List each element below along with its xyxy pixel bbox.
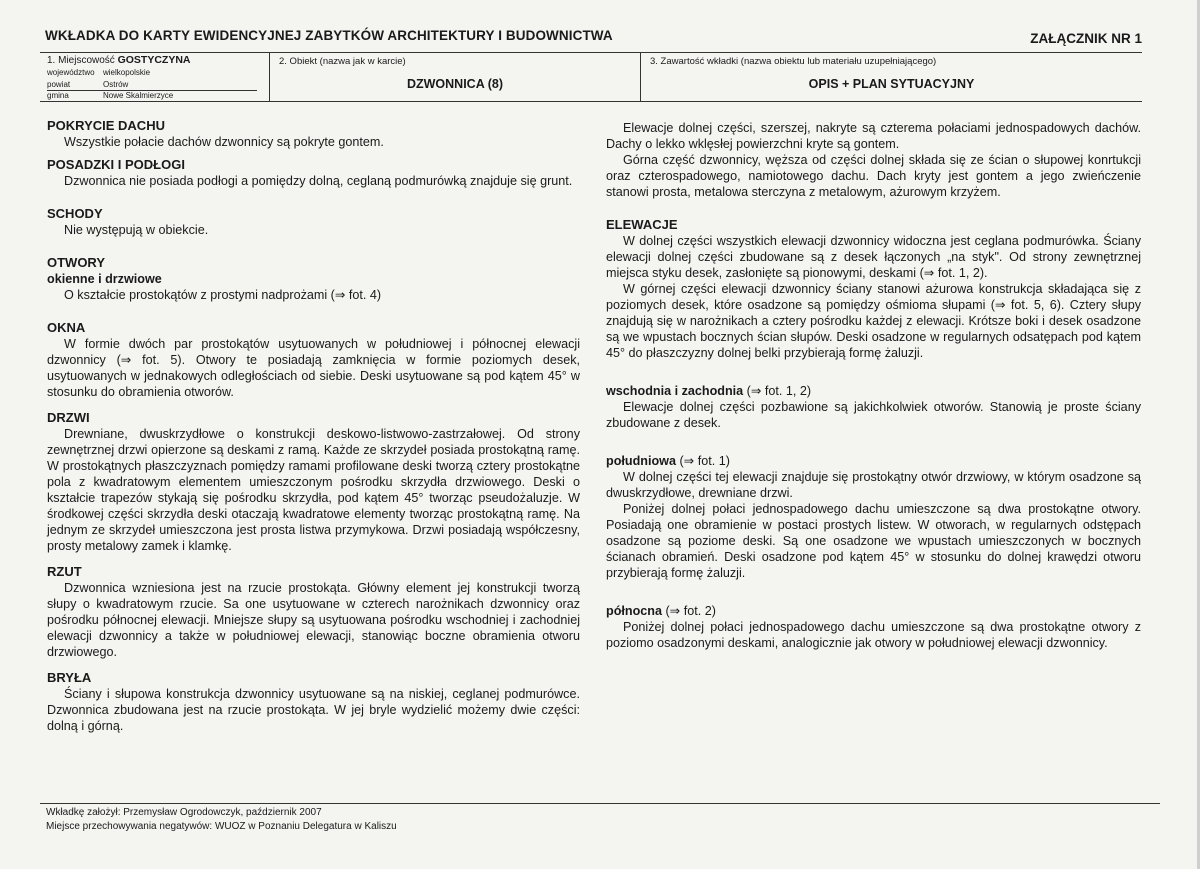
locality-label: 1. Miejscowość: [47, 55, 115, 66]
south-ref: (⇒ fot. 1): [675, 454, 730, 468]
content-label: 3. Zawartość wkładki (nazwa obiektu lub materiału uzupełniającego): [650, 56, 937, 67]
windows-text: W formie dwóch par prostokątów usytuowanych w południowej i północnej elewacji dzwonnicy (⇒ fot. 5). Otwory te posiadają zamknięcia w formie poziomych desek, usytuowanych w jednakowych odległościach od siebie. Deski usytuowane są pod kątem 45° w stosunku do obramienia otworów.: [47, 337, 580, 399]
county-row: [47, 80, 257, 91]
commune-label: gmina: [47, 91, 69, 100]
floor-text: Dzwonnica nie posiada podłogi a pomiędzy dolną, ceglaną podmurówką znajduje się grunt.: [64, 174, 573, 188]
north-subheading: [606, 603, 1141, 619]
doors-text: Drewniane, dwuskrzydłowe o konstrukcji deskowo-listwowo-zastrzałowej. Od strony zewnętrznej drzwi opierzone są deskami z ramą. Każde ze skrzydeł posiada prostokątną ramę. W prostokątnych płaszczyznach pomiędzy ramami profilowane deski tworzą cztery prostokątne pola z kwadratowym elementem umieszczonym pośrodku skrzydła drzwiowego. Deski o kształcie trapezów stykają się pośrodku skrzydła, pod kątem 45° tworząc pseudożaluzje. W środkowej części skrzydła deski otaczają kwadratowe elementy tworząc prostokątną ramę. Na jednym ze skrzydeł umieszczona jest prosta listwa przymykowa. Drzwi posiadają współczesny, prosty metalowy zamek i klamkę.: [47, 427, 580, 553]
locality-cell: [40, 53, 270, 101]
negatives-storage-note: Miejsce przechowywania negatywów: WUOZ w Poznaniu Delegatura w Kaliszu: [46, 821, 397, 832]
south-text-1: W dolnej części tej elewacji znajduje się prostokątny otwór drzwiowy, w którym osadzone są dwuskrzydłowe, drewniane drzwi.: [606, 470, 1141, 500]
roof-text: Wszystkie połacie dachów dzwonnicy są pokryte gontem.: [64, 135, 384, 149]
south-label: południowa: [606, 454, 676, 468]
windows-heading: OKNA: [47, 320, 86, 335]
content-cell: [641, 53, 1142, 101]
doors-heading: DRZWI: [47, 410, 90, 425]
object-label: 2. Obiekt (nazwa jak w karcie): [279, 56, 406, 67]
voivodeship-row: [47, 68, 150, 78]
locality-value: GOSTYCZYNA: [117, 54, 191, 66]
east-west-label: wschodnia i zachodnia: [606, 384, 744, 398]
east-west-subheading: [606, 383, 1141, 399]
openings-subheading: okienne i drzwiowe: [47, 272, 162, 286]
footer-divider: [40, 803, 1160, 804]
elevations-heading: ELEWACJE: [606, 217, 678, 232]
east-west-ref: (⇒ fot. 1, 2): [743, 384, 812, 398]
county-value: Ostrów: [103, 80, 129, 89]
stairs-text: Nie występują w obiekcie.: [64, 223, 209, 237]
mass-text: Ściany i słupowa konstrukcja dzwonnicy usytuowane są na niskiej, ceglanej podmurówce. Dzwonnica zbudowana jest na rzucie prostokąta. W jej bryle wydzielić możemy dwie części: dolną i górną.: [47, 687, 580, 733]
voivodeship-value: wielkopolskie: [103, 68, 151, 77]
document-title: WKŁADKA DO KARTY EWIDENCYJNEJ ZABYTKÓW ARCHITEKTURY I BUDOWNICTWA: [45, 28, 613, 43]
north-ref: (⇒ fot. 2): [661, 604, 716, 618]
plan-text: Dzwonnica wzniesiona jest na rzucie prostokąta. Główny element jej konstrukcji tworzą słupy o kwadratowym rzucie. Sa one usytuowane w czterech narożnikach dzwonnicy oraz pośrodku północnej elewacji. Mniejsze słupy są usytuowana pośrodku wschodniej i zachodniej elewacji dzwonnicy a także w południowej elewacji, stanowiąc boczne obramienia otworu drzwiowego.: [47, 581, 580, 659]
author-note: Wkładkę założył: Przemysław Ogrodowczyk, październik 2007: [46, 807, 322, 818]
floor-heading: POSADZKI I PODŁOGI: [47, 157, 185, 172]
annex-number: ZAŁĄCZNIK NR 1: [1030, 31, 1142, 46]
upper-part-text: Górna część dzwonnicy, węższa od części dolnej składa się ze ścian o słupowej konrtukcji oraz czterospadowego, namiotowego dachu. Dach kryty jest gontem a jego zwieńczenie stanowi prosta, metalowa sterczyna z metalowym, ażurowym krzyżem.: [606, 153, 1141, 199]
commune-row: [47, 91, 173, 101]
voivodeship-label: województwo: [47, 68, 95, 77]
plan-heading: RZUT: [47, 564, 82, 579]
metadata-table: [40, 53, 1142, 102]
roof-heading: POKRYCIE DACHU: [47, 118, 165, 133]
elevations-text-2: W górnej części elewacji dzwonnicy ściany stanowi ażurowa konstrukcja składająca się z poziomych desek, które osadzone są pomiędzy ośmioma słupami (⇒ fot. 5, 6). Cztery słupy znajdują się w narożnikach a cztery pośrodku każdej z elewacji. Krótsze boki i desek osadzone są we wpustach bocznych ścian słupów. Deski osadzone w regularnych odsatępach pod kątem 45° do płaszczyzny dolnej belki przybierają formę żaluzji.: [606, 282, 1141, 360]
object-cell: [270, 53, 641, 101]
north-label: północna: [606, 604, 662, 618]
left-column: [47, 118, 580, 734]
right-column: [606, 120, 1141, 651]
openings-heading: OTWORY: [47, 255, 106, 270]
content-value: OPIS + PLAN SYTUACYJNY: [808, 77, 975, 91]
county-label: powiat: [47, 80, 71, 89]
object-value: DZWONNICA (8): [406, 77, 504, 91]
stairs-heading: SCHODY: [47, 206, 103, 221]
south-text-2: Poniżej dolnej połaci jednospadowego dachu umieszczone są dwa prostokątne otwory. Posiadają one obramienie w postaci prostych listew. W otworach, w regularnych odstępach osadzone są poziome deski. Są one osadzone we wpustach umieszczonych w bocznych ścianach obramień. Deski osadzone pod kątem 45° w stosunku do dolnej krawędzi otworu przybierają formę żaluzji.: [606, 502, 1141, 580]
east-west-text: Elewacje dolnej części pozbawione są jakichkolwiek otworów. Stanowią je proste ściany zbudowane z desek.: [606, 400, 1141, 430]
north-text: Poniżej dolnej połaci jednospadowego dachu umieszczone są dwa prostokątne otwory z poziomo osadzonymi deskami, analogicznie jak otwory w południowej elewacji dzwonnicy.: [606, 620, 1141, 650]
lower-part-text: Elewacje dolnej części, szerszej, nakryte są czterema połaciami jednospadowych dachów. Dachy o lekko wklęsłej powierzchni kryte są gontem.: [606, 121, 1141, 151]
locality: [47, 54, 191, 66]
openings-text: O kształcie prostokątów z prostymi nadprożami (⇒ fot. 4): [64, 288, 382, 302]
south-subheading: [606, 453, 1141, 469]
mass-heading: BRYŁA: [47, 670, 92, 685]
elevations-text-1: W dolnej części wszystkich elewacji dzwonnicy widoczna jest ceglana podmurówka. Ściany elewacji dolnej części zbudowane są z desek łączonych „na styk". Od strony zewnętrznej miejsca styku desek, zasłonięte są pionowymi, deskami (⇒ fot. 1, 2).: [606, 234, 1141, 280]
commune-value: Nowe Skalmierzyce: [103, 91, 174, 100]
